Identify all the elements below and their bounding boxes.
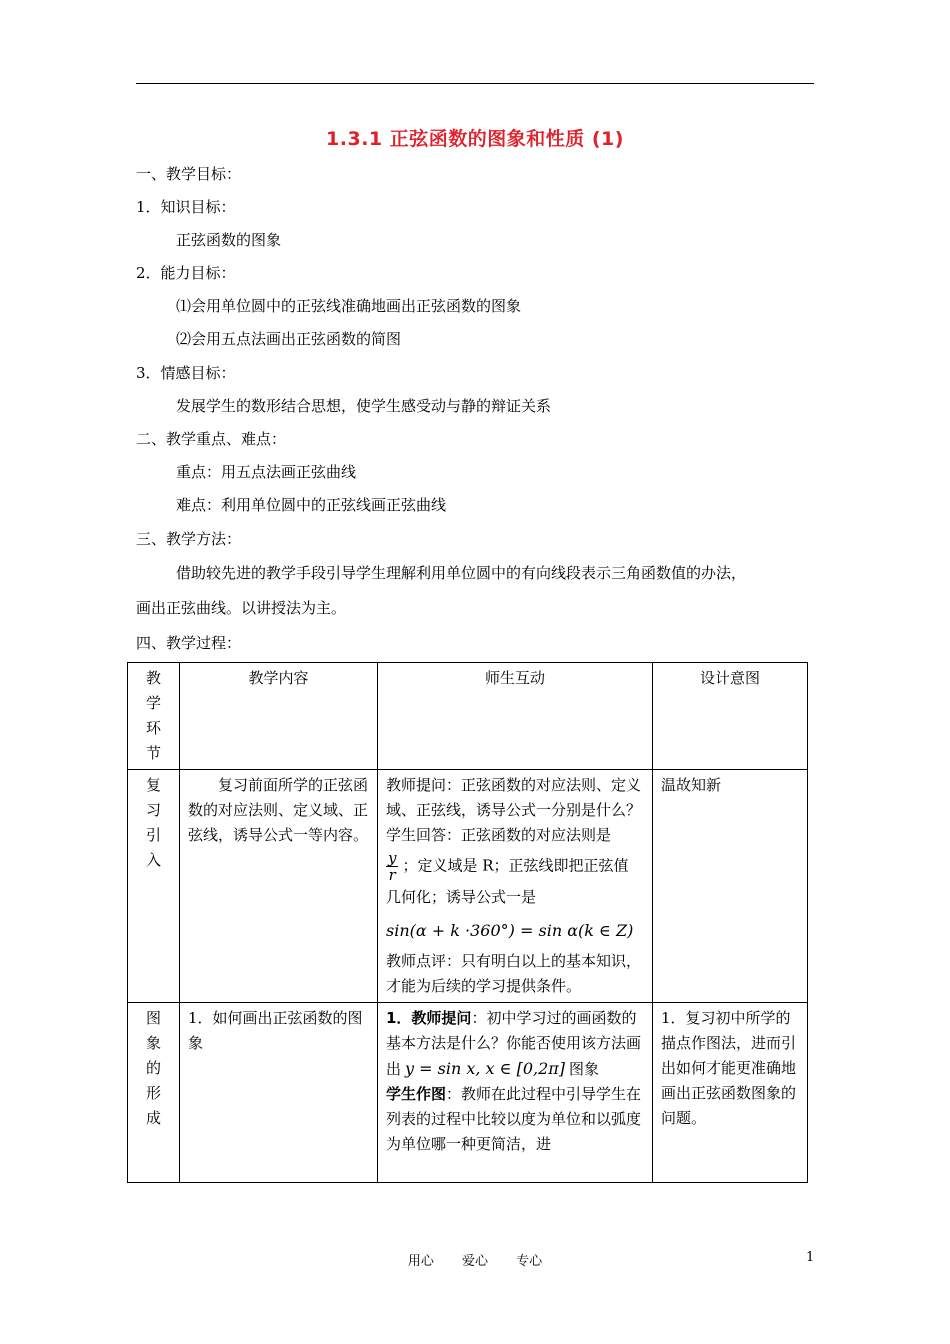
emotion-goal-text: 发展学生的数形结合思想，使学生感受动与静的辩证关系: [176, 397, 552, 415]
row1-answer-3: 几何化；诱导公式一是: [386, 888, 537, 906]
row1-content: [180, 770, 378, 1003]
header-interaction: 师生互动: [378, 663, 653, 770]
question-tail: 图象: [569, 1060, 600, 1078]
row2-intent: 1．复习初中所学的描点作图法，进而引出如何才能更准确地画出正弦函数图象的问题。: [653, 1003, 808, 1183]
row1-intent: 温故知新: [653, 770, 808, 1003]
header-intent: 设计意图: [653, 663, 808, 770]
footer-c: 专心: [516, 1254, 543, 1269]
row2-question: [386, 1006, 644, 1082]
section-key-points: 二、教学重点、难点：: [136, 430, 287, 448]
process-table: [127, 662, 808, 1183]
header-rule: [136, 83, 814, 84]
row2-stage-text: 图象的形成: [145, 1009, 161, 1127]
page-number: 1: [806, 1250, 815, 1265]
knowledge-goal-text: 正弦函数的图象: [176, 231, 282, 249]
row1-answer-line2: [386, 850, 644, 883]
difficult-point: 难点：利用单位圆中的正弦线画正弦曲线: [176, 496, 447, 514]
row1-answer: [386, 823, 644, 848]
table-row: [128, 770, 808, 1003]
header-content: 教学内容: [180, 663, 378, 770]
section-method: 三、教学方法：: [136, 530, 242, 548]
row1-comment: 教师点评：只有明白以上的基本知识，才能为后续的学习提供条件。: [386, 952, 642, 995]
section-objectives: 一、教学目标：: [136, 165, 242, 183]
row1-answer-2: ；定义域是 R；正弦线即把正弦值: [402, 856, 629, 875]
footer-b: 爱心: [461, 1254, 488, 1269]
student-drawing-text: ：教师在此过程中引导学生在列表的过程中比较以度为单位和以弧度为单位哪一种更简洁，进: [386, 1085, 642, 1153]
section-process: 四、教学过程：: [136, 634, 242, 652]
page-title: 1.3.1 正弦函数的图象和性质 (1): [326, 128, 624, 150]
method-text-2: 画出正弦曲线。以讲授法为主。: [136, 599, 347, 617]
teacher-question-text: ：初中学习过的画函数的基本方法是什么？你能否使用该方法画出: [386, 1009, 642, 1078]
emotion-goal-heading: 3．情感目标：: [136, 364, 236, 382]
row1-answer-1: 学生回答：正弦函数的对应法则是: [386, 826, 612, 844]
ability-goal-heading: 2．能力目标：: [136, 264, 236, 282]
fraction-numerator: y: [388, 849, 397, 867]
knowledge-goal-heading: 1．知识目标：: [136, 198, 236, 216]
sine-domain-formula: y = sin x, x ∈ [0,2π]: [405, 1059, 566, 1078]
table-row: [128, 1003, 808, 1183]
row2-student: [386, 1082, 644, 1157]
row1-stage: [128, 770, 180, 1003]
ability-goal-b: ⑵会用五点法画出正弦函数的简图: [176, 330, 402, 348]
header-stage: [128, 663, 180, 770]
row1-interaction: [378, 770, 653, 1003]
key-point: 重点：用五点法画正弦曲线: [176, 463, 357, 481]
row1-stage-text: 复习引入: [145, 776, 161, 869]
header-stage-text: 教学环节: [145, 669, 161, 762]
row2-interaction: [378, 1003, 653, 1183]
row1-question: 教师提问：正弦函数的对应法则、定义域、正弦线，诱导公式一分别是什么？: [386, 776, 642, 819]
row2-stage: [128, 1003, 180, 1183]
fraction-y-over-r: [386, 850, 398, 883]
fraction-denominator: r: [388, 866, 396, 884]
student-drawing-label: 学生作图: [386, 1085, 447, 1103]
table-header-row: [128, 663, 808, 770]
teacher-question-label: 1．教师提问: [386, 1009, 472, 1027]
row1-content-text: 复习前面所学的正弦函数的对应法则、定义域、正弦线，诱导公式一等内容。: [188, 776, 369, 844]
row2-content: 1．如何画出正弦函数的图象: [180, 1003, 378, 1183]
footer-a: 用心: [407, 1254, 434, 1269]
ability-goal-a: ⑴会用单位圆中的正弦线准确地画出正弦函数的图象: [176, 297, 522, 315]
method-text-1: 借助较先进的教学手段引导学生理解利用单位圆中的有向线段表示三角函数值的办法，: [176, 564, 747, 582]
induction-formula: sin(α + k ·360°) = sin α(k ∈ Z): [386, 921, 634, 940]
